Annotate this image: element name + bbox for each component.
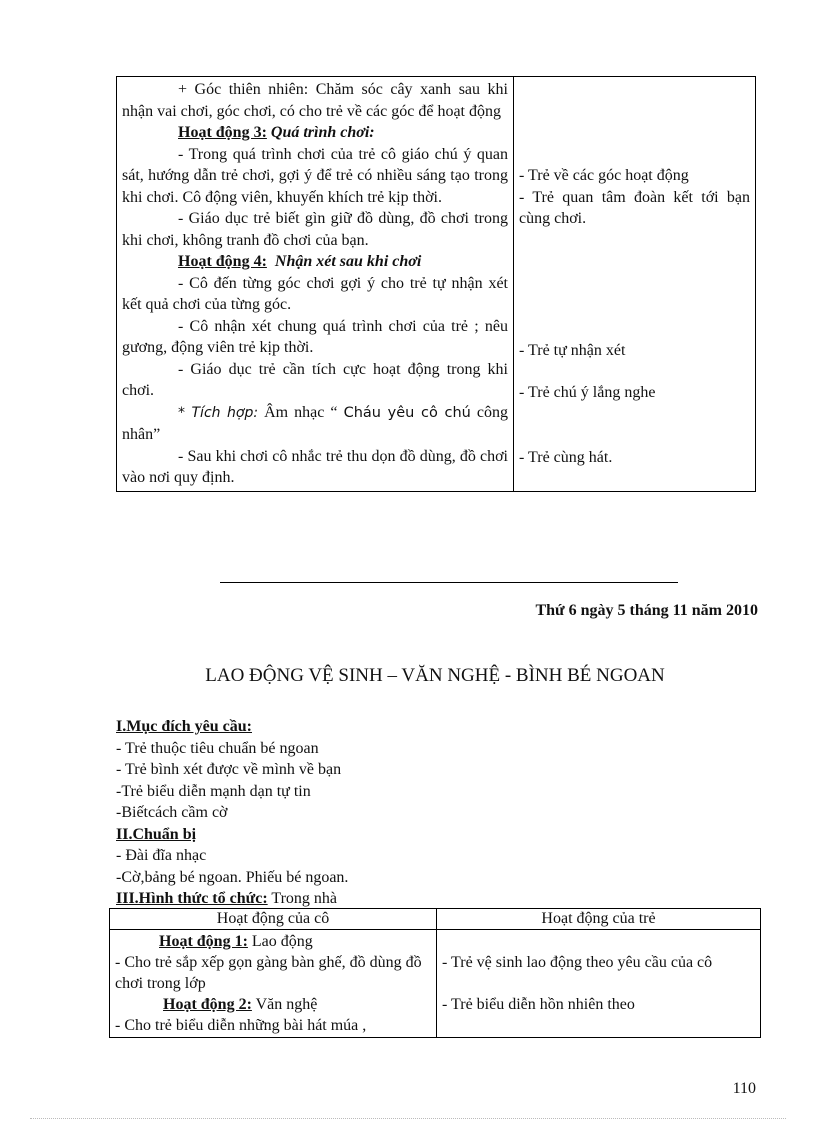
nature-corner-text: + Góc thiên nhiên: Chăm sóc cây xanh sau khi nhận vai chơi, góc chơi, có cho trẻ về các góc để hoạt động [122, 81, 508, 120]
child-response: - Trẻ chú ý lắng nghe [519, 384, 656, 401]
teacher-activity-cell [117, 77, 514, 492]
child-response: - Trẻ quan tâm đoàn kết tới bạn cùng chơi. [519, 188, 750, 227]
activity-table-1 [116, 76, 756, 492]
paragraph: - Cô đến từng góc chơi gợi ý cho trẻ tự nhận xét kết quả chơi của từng góc. [122, 274, 508, 313]
child-response: - Trẻ về các góc hoạt động [519, 167, 689, 184]
child-activity-cell [437, 930, 761, 1038]
page-edge [30, 1118, 786, 1119]
child-response: - Trẻ vệ sinh lao động theo yêu cầu của cô [442, 954, 713, 971]
list-item: -Trẻ biểu diễn mạnh dạn tự tin [116, 782, 311, 800]
activity-1-heading: Hoạt động 1: Lao động [159, 933, 313, 950]
integration-note: * Tích hợp: Âm nhạc “ Cháu yêu cô chú công nhân” [122, 403, 508, 443]
divider [220, 582, 678, 583]
child-response: - Trẻ cùng hát. [519, 448, 613, 466]
section-3-line: III.Hình thức tổ chức: Trong nhà [116, 890, 338, 907]
lesson-body [116, 716, 756, 910]
child-response: - Trẻ tự nhận xét [519, 341, 626, 359]
paragraph: - Trong quá trình chơi của trẻ cô giáo chú ý quan sát, hướng dẫn trẻ chơi, gợi ý để trẻ có nhiều sáng tạo trong khi chơi. Cô động viên, khuyến khích trẻ kịp thời. [122, 145, 508, 206]
paragraph: - Giáo dục trẻ biết gìn giữ đồ dùng, đồ chơi trong khi chơi, không tranh đồ chơi của bạn. [122, 210, 508, 249]
list-item: -Cờ,bảng bé ngoan. Phiếu bé ngoan. [116, 868, 349, 886]
activity-3-heading: Hoạt động 3: Quá trình chơi: [178, 124, 375, 141]
paragraph: - Giáo dục trẻ cần tích cực hoạt động trong khi chơi. [122, 360, 508, 399]
column-header: Hoạt động của trẻ [437, 909, 761, 930]
paragraph: - Cho trẻ sắp xếp gọn gàng bàn ghế, đồ dùng đồ chơi trong lớp [115, 954, 422, 992]
paragraph: - Cho trẻ biểu diễn những bài hát múa , [115, 1017, 367, 1034]
section-heading: I.Mục đích yêu cầu: [116, 718, 252, 735]
paragraph: - Cô nhận xét chung quá trình chơi của trẻ ; nêu gương, động viên trẻ kịp thời. [122, 317, 508, 356]
column-header: Hoạt động của cô [110, 909, 437, 930]
activity-2-heading: Hoạt động 2: Văn nghệ [163, 996, 318, 1013]
list-item: - Trẻ bình xét được về mình về bạn [116, 761, 342, 778]
list-item: - Đài đĩa nhạc [116, 847, 207, 864]
section-heading: II.Chuẩn bị [116, 825, 197, 843]
list-item: - Trẻ thuộc tiêu chuẩn bé ngoan [116, 739, 319, 757]
child-activity-cell [514, 77, 756, 492]
paragraph: - Sau khi chơi cô nhắc trẻ thu dọn đồ dùng, đồ chơi vào nơi quy định. [122, 447, 508, 486]
activity-4-heading: Hoạt động 4: Nhận xét sau khi chơi [178, 253, 422, 270]
teacher-activity-cell [110, 930, 437, 1038]
list-item: -Biếtcách cầm cờ [116, 804, 228, 821]
section-heading: III.Hình thức tổ chức: [116, 890, 268, 907]
child-response: - Trẻ biểu diễn hồn nhiên theo [442, 996, 635, 1013]
page-number: 110 [732, 1080, 756, 1097]
activity-table-2 [109, 908, 761, 1038]
lesson-title: LAO ĐỘNG VỆ SINH – VĂN NGHỆ - BÌNH BÉ NGOAN [205, 665, 665, 686]
date-line: Thứ 6 ngày 5 tháng 11 năm 2010 [535, 602, 758, 619]
